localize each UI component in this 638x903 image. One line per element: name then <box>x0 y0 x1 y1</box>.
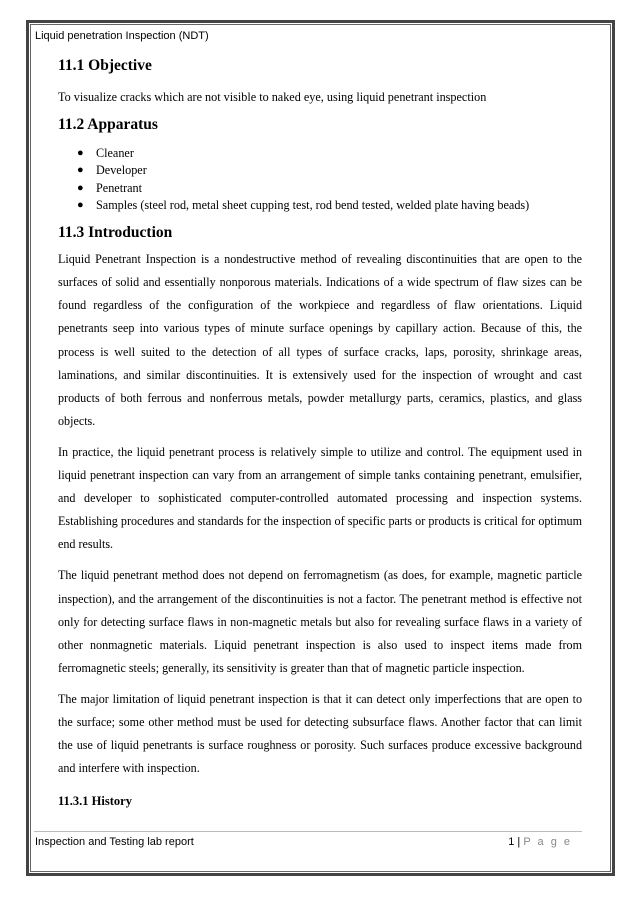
list-item: ● Developer <box>58 162 582 179</box>
list-item: ● Samples (steel rod, metal sheet cupping test, rod bend tested, welded plate having beads) <box>58 197 582 214</box>
page-number-value: 1 <box>508 836 515 848</box>
objective-heading: 11.1 Objective <box>58 57 152 74</box>
list-item: ● Cleaner <box>58 145 582 162</box>
page-content <box>58 56 582 810</box>
bullet-icon: ● <box>77 147 84 159</box>
page-word: P a g e <box>523 836 572 848</box>
page-number <box>508 836 572 848</box>
footer-divider <box>34 831 582 832</box>
footer-title: Inspection and Testing lab report <box>35 836 194 848</box>
apparatus-list <box>58 145 582 214</box>
introduction-heading: 11.3 Introduction <box>58 224 173 242</box>
apparatus-heading: 11.2 Apparatus <box>58 116 158 133</box>
bullet-icon: ● <box>77 164 84 177</box>
running-header: Liquid penetration Inspection (NDT) <box>35 30 209 42</box>
history-heading: 11.3.1 History <box>58 794 132 809</box>
page-number-separator: | <box>517 836 521 848</box>
intro-paragraph-4: The major limitation of liquid penetrant inspection is that it can detect only imperfections that are open to the surface; some other method must be used for detecting subsurface flaws. Another factor that can limit the use of liquid penetrants is surface roughness or porosity. Such surfaces produce excessive background and interfere with inspection. <box>58 691 582 776</box>
intro-paragraph-2: In practice, the liquid penetrant process is relatively simple to utilize and control. The equipment used in liquid penetrant inspection can vary from an arrangement of simple tanks containing penetrant, emulsifier, and developer to sophisticated computer-controlled automated processing and inspection systems. Establishing procedures and standards for the inspection of specific parts or products is critical for optimum end results. <box>58 444 582 552</box>
bullet-icon: ● <box>77 198 84 211</box>
objective-text: To visualize cracks which are not visible to naked eye, using liquid penetrant inspection <box>58 90 487 104</box>
intro-paragraph-1: Liquid Penetrant Inspection is a nondestructive method of revealing discontinuities that are open to the surfaces of solid and essentially nonporous materials. Indications of a wide spectrum of flaw sizes can be found regardless of the configuration of the workpiece and regardless of flaw orientations. Liquid penetrants seep into various types of minute surface openings by capillary action. Because of this, the process is well suited to the detection of all types of surface cracks, laps, porosity, shrinkage areas, laminations, and similar discontinuities. It is extensively used for the inspection of wrought and cast products of both ferrous and nonferrous metals, powder metallurgy parts, ceramics, plastics, and glass objects. <box>58 252 582 428</box>
intro-paragraph-3: The liquid penetrant method does not depend on ferromagnetism (as does, for example, magnetic particle inspection), and the arrangement of the discontinuities is not a factor. The penetrant method is effective not only for detecting surface flaws in non-magnetic metals but also for revealing surface flaws in a variety of other nonmagnetic materials. Liquid penetrant inspection is also used to inspect items made from ferromagnetic steels; generally, its sensitivity is greater than that of magnetic particle inspection. <box>58 568 582 675</box>
bullet-icon: ● <box>77 181 84 194</box>
list-item: ● Penetrant <box>58 180 582 197</box>
